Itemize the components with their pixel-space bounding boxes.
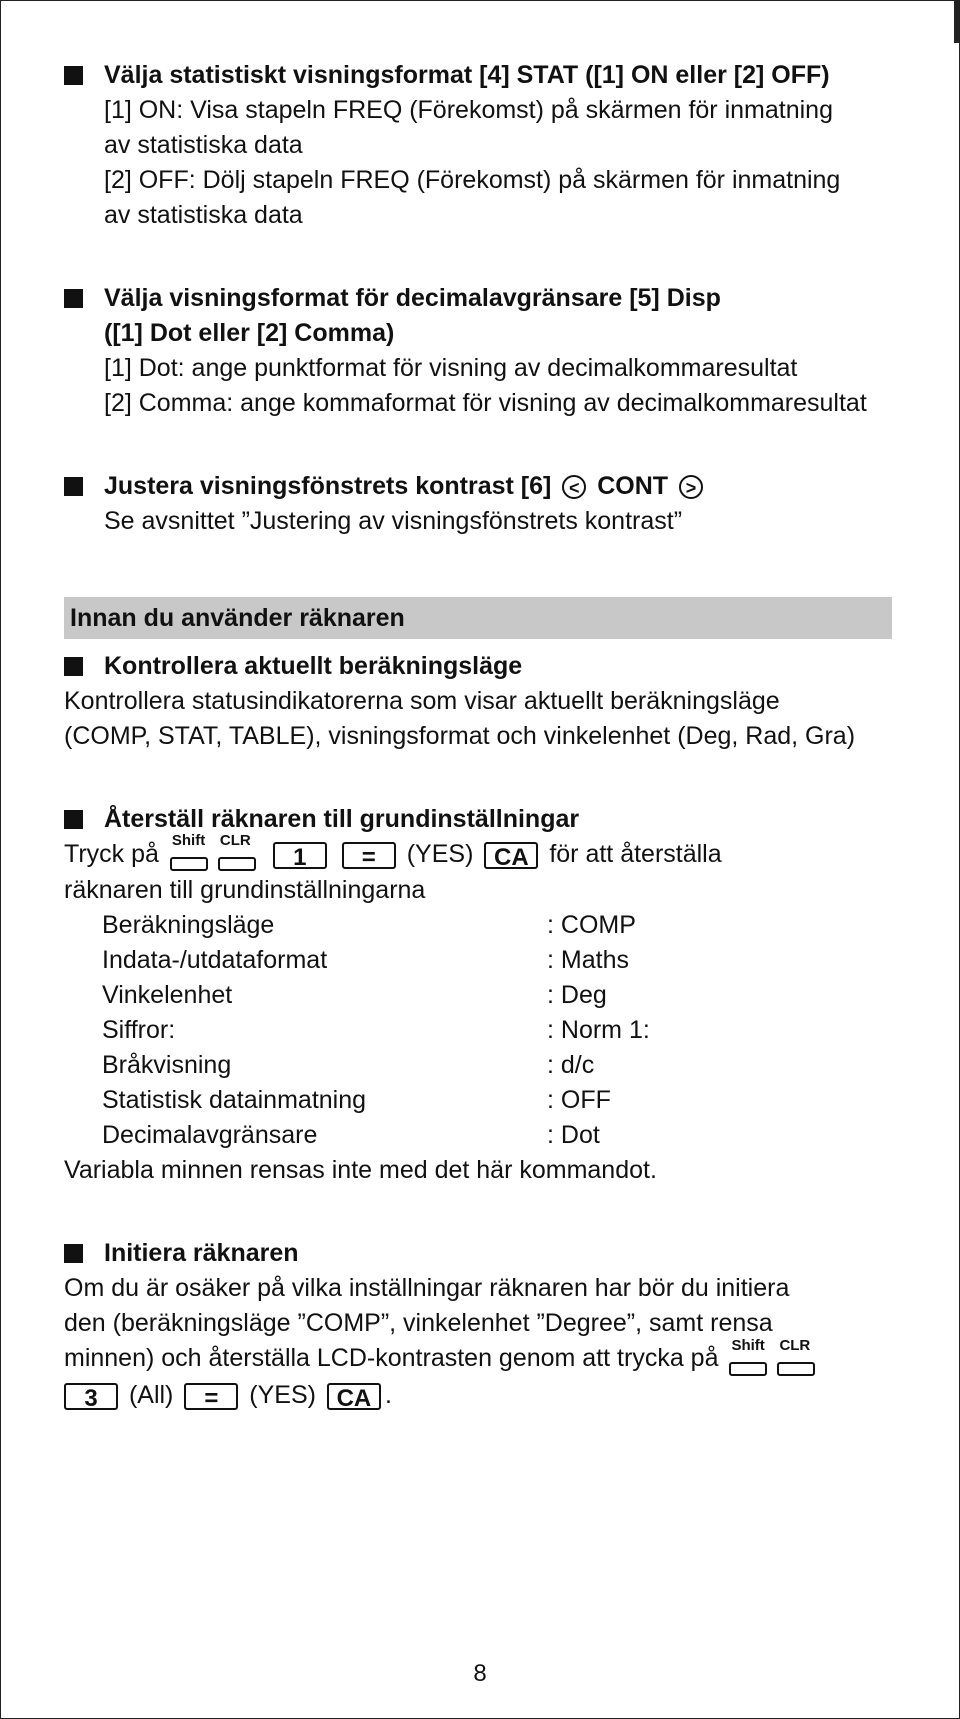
setting-key: Beräkningsläge: [102, 911, 275, 940]
setting-value: : Deg: [547, 981, 607, 1010]
setting-value: : COMP: [547, 911, 636, 940]
body-text: minnen) och återställa LCD-kontrasten genom att trycka på: [64, 1344, 719, 1373]
equals-key-icon: =: [184, 1383, 238, 1410]
section-init: [64, 1236, 900, 1271]
body-line: av statistiska data: [104, 131, 303, 159]
body-line: Kontrollera statusindikatorerna som visar aktuellt beräkningsläge: [64, 687, 780, 715]
settings-row: [102, 1083, 900, 1118]
body-line: [1] Dot: ange punktformat för visning av decimalkommaresultat: [104, 354, 798, 382]
setting-key: Bråkvisning: [102, 1051, 232, 1080]
bullet-square-icon: [64, 477, 83, 496]
yes-text: (YES): [406, 840, 474, 868]
setting-value: : d/c: [547, 1051, 595, 1080]
section-check: [64, 649, 900, 684]
all-text: (All): [128, 1380, 174, 1409]
reset-instruction: [64, 832, 900, 873]
init-line4: [64, 1378, 900, 1413]
page-number: 8: [473, 1660, 487, 1687]
bullet-square-icon: [64, 1244, 83, 1263]
shift-key-icon: Shift: [727, 1342, 771, 1378]
setting-value: : Maths: [547, 946, 629, 975]
corner-mark: [954, 1, 960, 43]
clr-key-icon: CLR: [216, 837, 260, 873]
body-line: [2] Comma: ange kommaformat för visning av decimalkommaresultat: [104, 389, 867, 417]
setting-key: Indata-/utdataformat: [102, 946, 328, 975]
body-line: den (beräkningsläge ”COMP”, vinkelenhet ”Degree”, samt rensa: [64, 1309, 773, 1338]
body-line: (COMP, STAT, TABLE), visningsformat och vinkelenhet (Deg, Rad, Gra): [64, 722, 856, 750]
clr-key-icon: CLR: [775, 1342, 819, 1378]
section-stat: [64, 58, 900, 233]
section-banner: Innan du använder räknaren: [64, 597, 892, 639]
equals-key-icon: =: [342, 842, 396, 869]
right-arrow-key-icon: >: [679, 475, 703, 499]
settings-table: [102, 908, 900, 1153]
bullet-square-icon: [64, 66, 83, 85]
cont-label: CONT: [597, 472, 669, 500]
body-line: räknaren till grundinställningarna: [64, 876, 426, 905]
ca-key-icon: CA: [327, 1383, 381, 1410]
body-line: av statistiska data: [104, 201, 303, 229]
key-1-icon: 1: [273, 842, 327, 869]
section-heading: Välja visningsformat för decimalavgränsare [5] Disp: [104, 284, 721, 312]
setting-key: Decimalavgränsare: [102, 1121, 318, 1150]
ca-key-icon: CA: [484, 842, 538, 869]
press-text: Tryck på: [64, 840, 159, 868]
shift-key-icon: Shift: [168, 837, 212, 873]
body-line: [2] OFF: Dölj stapeln FREQ (Förekomst) på skärmen för inmatning: [104, 166, 841, 194]
settings-row: [102, 908, 900, 943]
page-content: [64, 58, 900, 1413]
setting-value: : Dot: [547, 1121, 600, 1150]
section-heading-cont: ([1] Dot eller [2] Comma): [104, 319, 395, 347]
settings-row: [102, 978, 900, 1013]
heading-text: Justera visningsfönstrets kontrast [6]: [104, 472, 552, 500]
section-heading: Initiera räknaren: [104, 1239, 299, 1268]
section-heading: Kontrollera aktuellt beräkningsläge: [104, 652, 523, 680]
section-disp: [64, 281, 900, 421]
setting-value: : Norm 1:: [547, 1016, 650, 1045]
bullet-square-icon: [64, 657, 83, 676]
period-text: .: [384, 1380, 392, 1409]
section-heading: Välja statistiskt visningsformat [4] STAT ([1] ON eller [2] OFF): [104, 61, 830, 89]
body-line: Om du är osäker på vilka inställningar räknaren har bör du initiera: [64, 1274, 790, 1303]
left-arrow-key-icon: <: [562, 475, 586, 499]
key-3-icon: 3: [64, 1383, 118, 1410]
setting-key: Statistisk datainmatning: [102, 1086, 367, 1115]
body-line: Se avsnittet ”Justering av visningsfönstrets kontrast”: [104, 507, 683, 535]
section-heading: Återställ räknaren till grundinställningar: [104, 805, 580, 833]
after-text: för att återställa: [549, 840, 722, 868]
bullet-square-icon: [64, 810, 83, 829]
section-contrast: [64, 469, 900, 539]
setting-value: : OFF: [547, 1086, 611, 1115]
setting-key: Siffror:: [102, 1016, 176, 1045]
setting-key: Vinkelenhet: [102, 981, 233, 1010]
section-heading: [104, 469, 900, 504]
reset-note: Variabla minnen rensas inte med det här kommandot.: [64, 1156, 657, 1185]
settings-row: [102, 943, 900, 978]
init-line3: [64, 1336, 900, 1377]
yes-text: (YES): [249, 1380, 316, 1409]
settings-row: [102, 1048, 900, 1083]
settings-row: [102, 1013, 900, 1048]
body-line: [1] ON: Visa stapeln FREQ (Förekomst) på skärmen för inmatning: [104, 96, 833, 124]
settings-row: [102, 1118, 900, 1153]
bullet-square-icon: [64, 289, 83, 308]
